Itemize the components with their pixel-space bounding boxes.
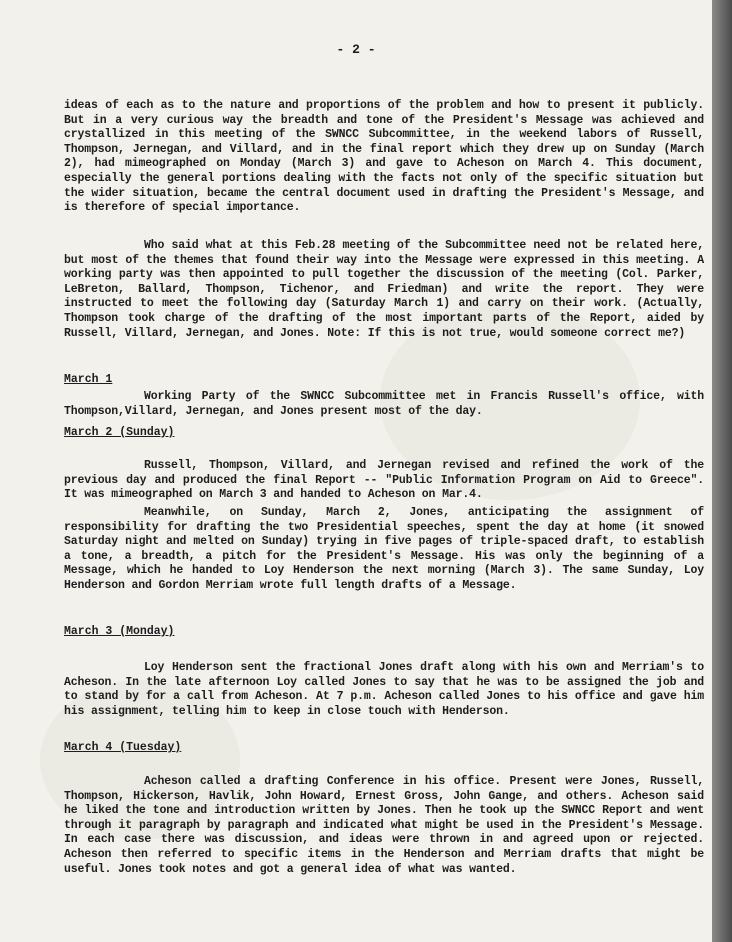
paragraph-march-4: Acheson called a drafting Conference in his office. Present were Jones, Russell, Thompson, Hickerson, Havlik, John Howard, Ernest Gross, John Gange, and others. Acheson said he liked the tone and introduction written by Jones. Then he took up the SWNCC Report and went through it paragraph by paragraph and indicated what might be used in the President's Message. In each case there was discussion, and ideas were thrown in and agreed upon or rejected. Acheson then referred to specific items in the Henderson and Merriam drafts that might be useful. Jones took notes and got a general idea of what was wanted.: [64, 775, 711, 876]
heading-march-1: March 1: [64, 373, 113, 386]
scan-edge: [712, 0, 732, 942]
heading-march-2: March 2 (Sunday): [64, 426, 175, 439]
paragraph-meeting-summary: Who said what at this Feb.28 meeting of the Subcommittee need not be related here, but most of the themes that found their way into the Message were expressed in this meeting. A working party was then appointed to pull together the discussion of the meeting (Col. Parker, LeBreton, Ballard, Thompson, Tichenor, and Friedman) and write the report. They were instructed to meet the following day (Saturday March 1) and carry on their work. (Actually, Thompson took charge of the drafting of the most important parts of the Report, aided by Russell, Villard, Jernegan, and Jones. Note: If this is not true, would someone correct me?): [64, 239, 711, 340]
page-number: - 2 -: [336, 42, 376, 57]
paragraph-march-2-report: Russell, Thompson, Villard, and Jernegan revised and refined the work of the previous day and produced the final Report -- "Public Information Program on Aid to Greece". It was mimeographed on March 3 and handed to Acheson on Mar.4.: [64, 459, 711, 502]
paragraph-march-2-jones: Meanwhile, on Sunday, March 2, Jones, anticipating the assignment of responsibility for drafting the two Presidential speeches, spent the day at home (it snowed Saturday night and melted on Sunday) trying in five pages of triple-spaced draft, to establish a tone, a breadth, a pitch for the President's Message. His was only the beginning of a Message, which he handed to Loy Henderson the next morning (March 3). The same Sunday, Loy Henderson and Gordon Merriam wrote full length drafts of a Message.: [64, 506, 711, 592]
paragraph-march-1: Working Party of the SWNCC Subcommittee met in Francis Russell's office, with Thompson,Villard, Jernegan, and Jones present most of the day.: [64, 390, 711, 418]
paragraph-continuation: ideas of each as to the nature and proportions of the problem and how to present it publicly. But in a very curious way the breadth and tone of the President's Message was achieved and crystallized in this meeting of the SWNCC Subcommittee, in the weekend labors of Russell, Thompson, Jernegan, and Villard, and in the final report which they drew up on Sunday (March 2), had mimeographed on Monday (March 3) and gave to Acheson on March 4. This document, especially the general portions dealing with the facts not only of the specific situation but the wider situation, became the central document used in drafting the President's Message, and is therefore of special importance.: [64, 99, 711, 215]
heading-march-3: March 3 (Monday): [64, 625, 175, 638]
heading-march-4: March 4 (Tuesday): [64, 741, 182, 754]
paragraph-march-3: Loy Henderson sent the fractional Jones draft along with his own and Merriam's to Acheson. In the late afternoon Loy called Jones to say that he was to be assigned the job and to stand by for a call from Acheson. At 7 p.m. Acheson called Jones to his office and gave him his assignment, telling him to keep in close touch with Henderson.: [64, 661, 711, 718]
